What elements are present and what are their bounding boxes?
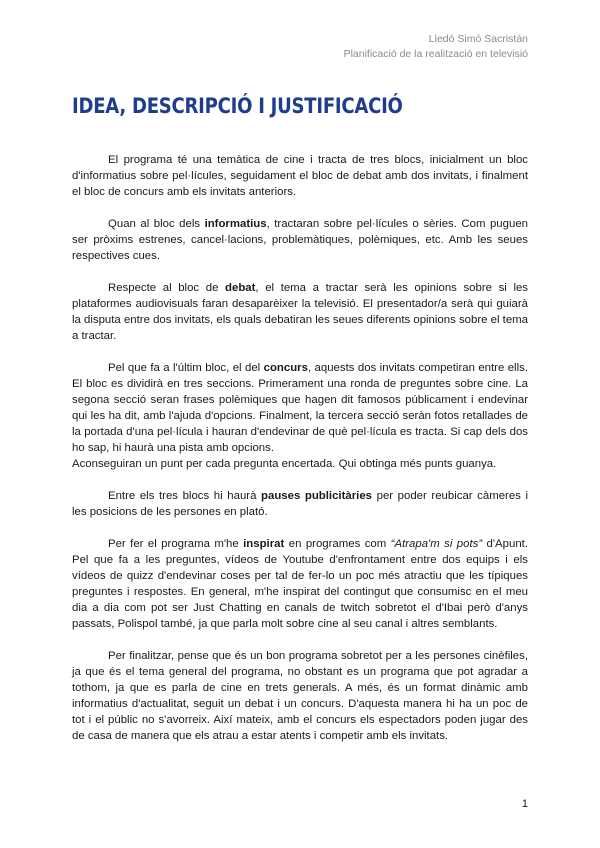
bold-term: concurs [263,362,308,374]
section-title: IDEA, DESCRIPCIÓ I JUSTIFICACIÓ [72,94,403,118]
bold-term: debat [225,282,256,294]
paragraph-text: Per finalitzar, pense que és un bon programa sobretot per a les persones cinèfiles, ja que és el tema general del programa, no obstant es un programa que pot agradar a tothom, ja que es parla de cine en trets generals. A més, és un format dinàmic amb informatius d'actualitat, seguit un debat i un concurs. D'aquesta manera hi ha un poc de tot i el públic no s'avorreix. Així mateix, amb el concurs els espectadors poden jugar des de casa de manera que els atrau a estar atents i competir amb els invitats. [72,650,528,742]
paragraph-text: El programa té una temàtica de cine i tracta de tres blocs, inicialment un bloc d'informatius sobre pel·lícules, seguidament el bloc de debat amb dos invitats, i finalment el bloc de concurs amb els invitats anteriors. [72,154,528,198]
paragraph-informatius: Quan al bloc dels informatius, tractaran sobre pel·lícules o sèries. Com puguen ser pròxims estrenes, cancel·lacions, problemàtiques, polèmiques, etc. Amb les seues respectives cues. [72,218,528,262]
bold-term: pauses publicitàries [261,490,372,502]
paragraph-debat: Respecte al bloc de debat, el tema a tractar serà les opinions sobre si les plataformes audiovisuals faran desaparèixer la televisió. El presentador/a serà qui guiarà la disputa entre dos invitats, els quals debatiran les seues diferents opinions sobre el tema a tractar. [72,282,528,342]
header-author: Lledó Simó Sacristán [428,33,528,45]
page-header [344,32,528,62]
paragraph-pauses: Entre els tres blocs hi haurà pauses publicitàries per poder reubicar càmeres i les posicions de les persones en plató. [72,490,528,518]
page-number: 1 [521,798,528,810]
paragraph-conclusio [72,648,528,744]
document-body [72,152,528,760]
header-subject: Planificació de la realització en televisió [343,48,528,60]
paragraph-concurs: Pel que fa a l'últim bloc, el del concurs, aquests dos invitats competiran entre ells. El bloc es dividirà en tres seccions. Primerament una ronda de preguntes sobre cine. La segona secció seran frases polèmiques que hagen dit famosos públicament i endevinar qui les ha dit, amb l'ajuda d'opcions. Finalment, la tercera secció seràn fotos retallades de la portada d'una pel·lícula i hauran d'endevinar de què pel·lícula es tracta. Si cap dels dos ho sap, hi haurà una pista amb opcions. Aconseguiran un punt per cada pregunta encertada. Qui obtinga més punts guanya. [72,362,528,470]
paragraph-final-line: Aconseguiran un punt per cada pregunta encertada. Qui obtinga més punts guanya. [72,458,497,470]
paragraph-intro [72,152,528,200]
bold-term: inspirat [243,538,285,550]
bold-term: informatius [204,218,267,230]
italic-program-name: “Atrapa'm si pots” [390,538,483,550]
paragraph-inspiracio: Per fer el programa m'he inspirat en programes com “Atrapa'm si pots” d'Apunt. Pel que fa a les preguntes, vídeos de Youtube d'enfrontament entre dos equips i els vídeos de quizz d'endevinar coses per tal de fer-lo un poc més atractiu que les típiques preguntes i respostes. En general, m'he inspirat del contingut que consumisc en el meu dia a dia com pot ser Just Chatting en canals de twitch sobretot el d'Ibai però d'anys passats, Polispol també, ja que parla molt sobre cine al seu canal i altres semblants. [72,538,528,630]
